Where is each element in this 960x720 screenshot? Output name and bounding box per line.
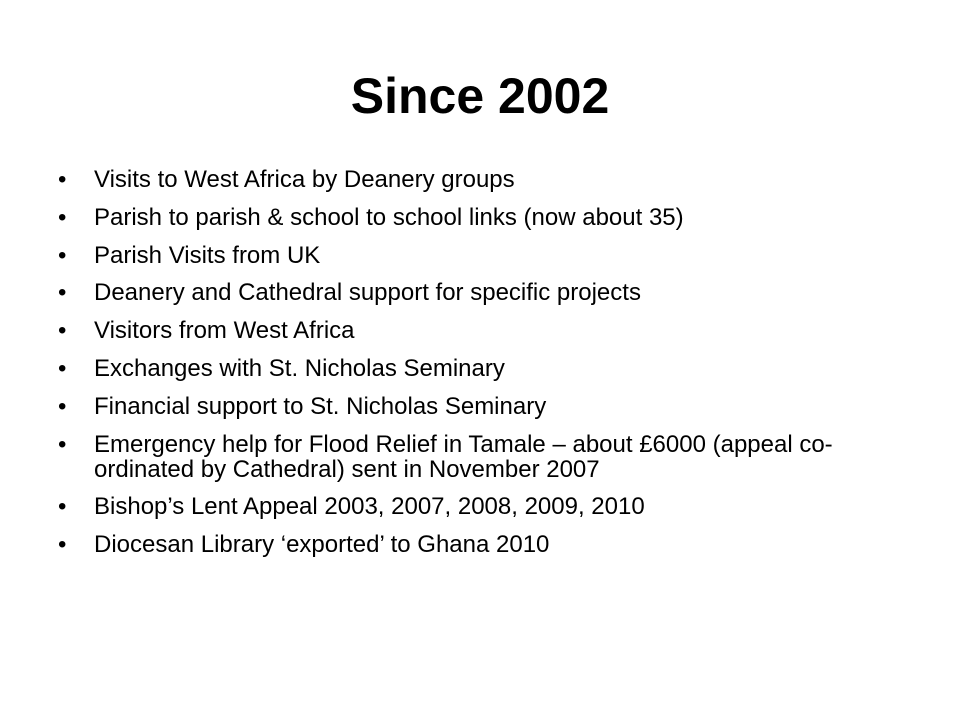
list-item bbox=[58, 243, 878, 268]
list-item bbox=[58, 532, 878, 557]
bullet-icon: • bbox=[58, 531, 67, 559]
list-item bbox=[58, 205, 878, 230]
bullet-icon: • bbox=[58, 166, 67, 193]
list-item-text: Parish to parish & school to school links (now about 35) bbox=[94, 203, 684, 231]
bullet-icon: • bbox=[58, 392, 67, 420]
list-item-text: Parish Visits from UK bbox=[94, 241, 321, 269]
bullet-icon: • bbox=[58, 203, 67, 231]
list-item bbox=[58, 167, 878, 192]
bullet-icon: • bbox=[58, 317, 67, 345]
list-item bbox=[58, 280, 878, 305]
list-item-text: Deanery and Cathedral support for specific projects bbox=[94, 279, 641, 307]
bullet-icon: • bbox=[58, 354, 67, 382]
list-item bbox=[58, 318, 878, 343]
list-item bbox=[58, 494, 878, 519]
bullet-icon: • bbox=[58, 430, 67, 458]
list-item bbox=[58, 432, 878, 482]
list-item-text: Visits to West Africa by Deanery groups bbox=[94, 166, 515, 193]
slide-title: Since 2002 bbox=[350, 68, 610, 124]
list-item bbox=[58, 356, 878, 381]
bullet-icon: • bbox=[58, 241, 67, 269]
bullet-list bbox=[58, 167, 878, 570]
list-item-text: Bishop’s Lent Appeal 2003, 2007, 2008, 2009, 2010 bbox=[94, 493, 645, 521]
list-item-text: Exchanges with St. Nicholas Seminary bbox=[94, 354, 505, 382]
bullet-icon: • bbox=[58, 493, 67, 521]
list-item-text: Diocesan Library ‘exported’ to Ghana 2010 bbox=[94, 531, 550, 559]
bullet-icon: • bbox=[58, 279, 67, 307]
list-item bbox=[58, 394, 878, 419]
list-item-text: Financial support to St. Nicholas Seminary bbox=[94, 392, 547, 420]
list-item-text: Emergency help for Flood Relief in Tamale – about £6000 (appeal co-ordinated by Cathedral) sent in November 2007 bbox=[94, 430, 833, 483]
list-item-text: Visitors from West Africa bbox=[94, 317, 355, 345]
